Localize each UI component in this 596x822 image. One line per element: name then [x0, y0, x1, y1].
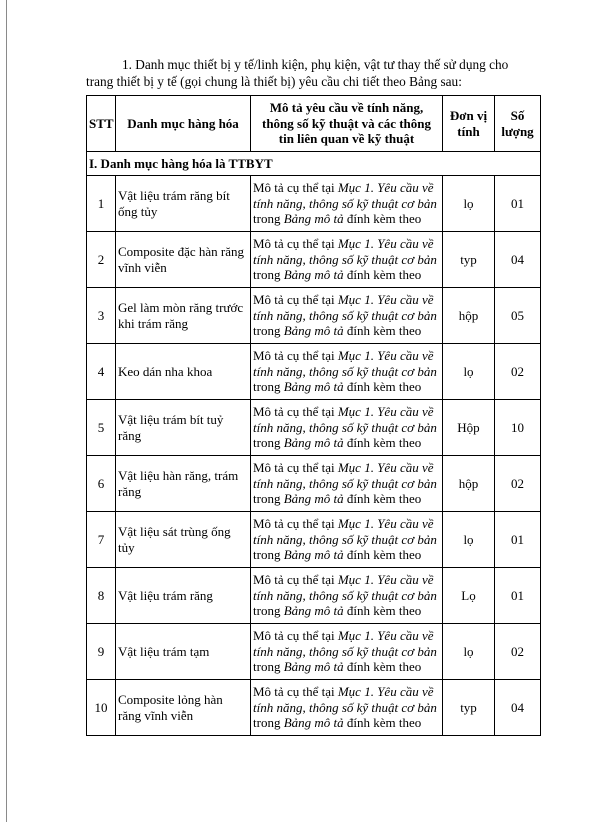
- row-stt: 5: [87, 400, 116, 456]
- row-description: [251, 176, 443, 232]
- row-item-name: Vật liệu trám răng: [116, 568, 251, 624]
- desc-suffix: đính kèm theo: [343, 211, 422, 227]
- table-row: [87, 568, 541, 624]
- row-description: [251, 624, 443, 680]
- desc-italic-section: Mục 1. Yêu cầu về tính năng, thông số kỹ thuật cơ bản: [253, 348, 437, 379]
- row-unit: lọ: [443, 344, 495, 400]
- row-unit: typ: [443, 232, 495, 288]
- desc-suffix: đính kèm theo: [343, 379, 422, 395]
- desc-italic-doc: Bảng mô tả: [283, 715, 344, 731]
- desc-italic-doc: Bảng mô tả: [283, 547, 344, 563]
- row-item-name: Composite đặc hàn răng vĩnh viễn: [116, 232, 251, 288]
- row-quantity: 01: [495, 568, 541, 624]
- header-unit: Đơn vị tính: [443, 96, 495, 152]
- row-quantity: 01: [495, 176, 541, 232]
- desc-italic-doc: Bảng mô tả: [283, 379, 344, 395]
- desc-prefix: Mô tả cụ thể tại: [253, 404, 338, 420]
- desc-italic-doc: Bảng mô tả: [283, 491, 344, 507]
- intro-line-1: 1. Danh mục thiết bị y tế/linh kiện, phụ kiện, vật tư thay thế sử dụng cho: [122, 57, 509, 72]
- table-row: [87, 232, 541, 288]
- desc-italic-section: Mục 1. Yêu cầu về tính năng, thông số kỹ thuật cơ bản: [253, 404, 437, 435]
- desc-suffix: đính kèm theo: [343, 435, 422, 451]
- section-row: [87, 152, 541, 176]
- desc-middle: trong: [253, 379, 284, 395]
- row-unit: hộp: [443, 456, 495, 512]
- desc-italic-doc: Bảng mô tả: [283, 435, 344, 451]
- desc-prefix: Mô tả cụ thể tại: [253, 236, 338, 252]
- desc-prefix: Mô tả cụ thể tại: [253, 348, 338, 364]
- row-description: [251, 568, 443, 624]
- row-item-name: Composite lỏng hàn răng vĩnh viễn: [116, 680, 251, 736]
- row-unit: lọ: [443, 512, 495, 568]
- table-row: [87, 680, 541, 736]
- row-quantity: 01: [495, 512, 541, 568]
- row-stt: 9: [87, 624, 116, 680]
- desc-suffix: đính kèm theo: [343, 659, 422, 675]
- desc-italic-section: Mục 1. Yêu cầu về tính năng, thông số kỹ thuật cơ bản: [253, 516, 437, 547]
- desc-middle: trong: [253, 323, 284, 339]
- header-stt: STT: [87, 96, 116, 152]
- header-name: Danh mục hàng hóa: [116, 96, 251, 152]
- row-unit: Hộp: [443, 400, 495, 456]
- row-item-name: Vật liệu trám bít tuỷ răng: [116, 400, 251, 456]
- row-stt: 10: [87, 680, 116, 736]
- row-description: [251, 456, 443, 512]
- table-row: [87, 624, 541, 680]
- desc-italic-doc: Bảng mô tả: [283, 659, 344, 675]
- table-row: [87, 456, 541, 512]
- row-quantity: 02: [495, 344, 541, 400]
- row-quantity: 05: [495, 288, 541, 344]
- desc-italic-section: Mục 1. Yêu cầu về tính năng, thông số kỹ thuật cơ bản: [253, 628, 437, 659]
- row-unit: Lọ: [443, 568, 495, 624]
- header-desc: Mô tả yêu cầu về tính năng, thông số kỹ thuật và các thông tin liên quan về kỹ thuật: [251, 96, 443, 152]
- row-item-name: Keo dán nha khoa: [116, 344, 251, 400]
- row-stt: 6: [87, 456, 116, 512]
- desc-middle: trong: [253, 603, 284, 619]
- intro-paragraph: [86, 56, 544, 90]
- desc-middle: trong: [253, 491, 284, 507]
- row-description: [251, 232, 443, 288]
- row-quantity: 10: [495, 400, 541, 456]
- row-quantity: 02: [495, 456, 541, 512]
- desc-italic-section: Mục 1. Yêu cầu về tính năng, thông số kỹ thuật cơ bản: [253, 292, 437, 323]
- row-item-name: Vật liệu hàn răng, trám răng: [116, 456, 251, 512]
- desc-prefix: Mô tả cụ thể tại: [253, 572, 338, 588]
- desc-suffix: đính kèm theo: [343, 323, 422, 339]
- table-row: [87, 176, 541, 232]
- desc-italic-section: Mục 1. Yêu cầu về tính năng, thông số kỹ thuật cơ bản: [253, 572, 437, 603]
- desc-prefix: Mô tả cụ thể tại: [253, 460, 338, 476]
- row-description: [251, 288, 443, 344]
- row-unit: lọ: [443, 176, 495, 232]
- table-row: [87, 344, 541, 400]
- row-item-name: Vật liệu sát trùng ống tủy: [116, 512, 251, 568]
- goods-table: [86, 95, 541, 736]
- desc-italic-section: Mục 1. Yêu cầu về tính năng, thông số kỹ thuật cơ bản: [253, 460, 437, 491]
- section-title: I. Danh mục hàng hóa là TTBYT: [87, 152, 541, 176]
- row-unit: typ: [443, 680, 495, 736]
- desc-italic-section: Mục 1. Yêu cầu về tính năng, thông số kỹ thuật cơ bản: [253, 236, 437, 267]
- header-qty: Số lượng: [495, 96, 541, 152]
- row-quantity: 04: [495, 232, 541, 288]
- desc-prefix: Mô tả cụ thể tại: [253, 628, 338, 644]
- desc-italic-section: Mục 1. Yêu cầu về tính năng, thông số kỹ thuật cơ bản: [253, 684, 437, 715]
- desc-middle: trong: [253, 659, 284, 675]
- row-stt: 1: [87, 176, 116, 232]
- desc-middle: trong: [253, 267, 284, 283]
- desc-suffix: đính kèm theo: [343, 547, 422, 563]
- desc-middle: trong: [253, 715, 284, 731]
- row-description: [251, 344, 443, 400]
- row-stt: 2: [87, 232, 116, 288]
- desc-prefix: Mô tả cụ thể tại: [253, 516, 338, 532]
- desc-suffix: đính kèm theo: [343, 603, 422, 619]
- desc-prefix: Mô tả cụ thể tại: [253, 180, 338, 196]
- table-row: [87, 512, 541, 568]
- row-unit: hộp: [443, 288, 495, 344]
- desc-suffix: đính kèm theo: [343, 491, 422, 507]
- row-description: [251, 680, 443, 736]
- row-quantity: 04: [495, 680, 541, 736]
- row-stt: 4: [87, 344, 116, 400]
- row-stt: 3: [87, 288, 116, 344]
- table-row: [87, 288, 541, 344]
- desc-suffix: đính kèm theo: [343, 267, 422, 283]
- row-stt: 8: [87, 568, 116, 624]
- desc-italic-doc: Bảng mô tả: [283, 323, 344, 339]
- row-item-name: Vật liệu trám tạm: [116, 624, 251, 680]
- intro-line-2: trang thiết bị y tế (gọi chung là thiết bị) yêu cầu chi tiết theo Bảng sau:: [86, 74, 462, 89]
- table-row: [87, 400, 541, 456]
- desc-prefix: Mô tả cụ thể tại: [253, 684, 338, 700]
- row-quantity: 02: [495, 624, 541, 680]
- table-header-row: [87, 96, 541, 152]
- row-item-name: Vật liệu trám răng bít ống tủy: [116, 176, 251, 232]
- row-stt: 7: [87, 512, 116, 568]
- desc-suffix: đính kèm theo: [343, 715, 422, 731]
- desc-middle: trong: [253, 211, 284, 227]
- row-description: [251, 512, 443, 568]
- desc-italic-section: Mục 1. Yêu cầu về tính năng, thông số kỹ thuật cơ bản: [253, 180, 437, 211]
- page-left-edge: [6, 0, 7, 822]
- row-unit: lọ: [443, 624, 495, 680]
- row-item-name: Gel làm mòn răng trước khi trám răng: [116, 288, 251, 344]
- desc-middle: trong: [253, 547, 284, 563]
- desc-italic-doc: Bảng mô tả: [283, 211, 344, 227]
- desc-prefix: Mô tả cụ thể tại: [253, 292, 338, 308]
- row-description: [251, 400, 443, 456]
- desc-italic-doc: Bảng mô tả: [283, 267, 344, 283]
- desc-middle: trong: [253, 435, 284, 451]
- desc-italic-doc: Bảng mô tả: [283, 603, 344, 619]
